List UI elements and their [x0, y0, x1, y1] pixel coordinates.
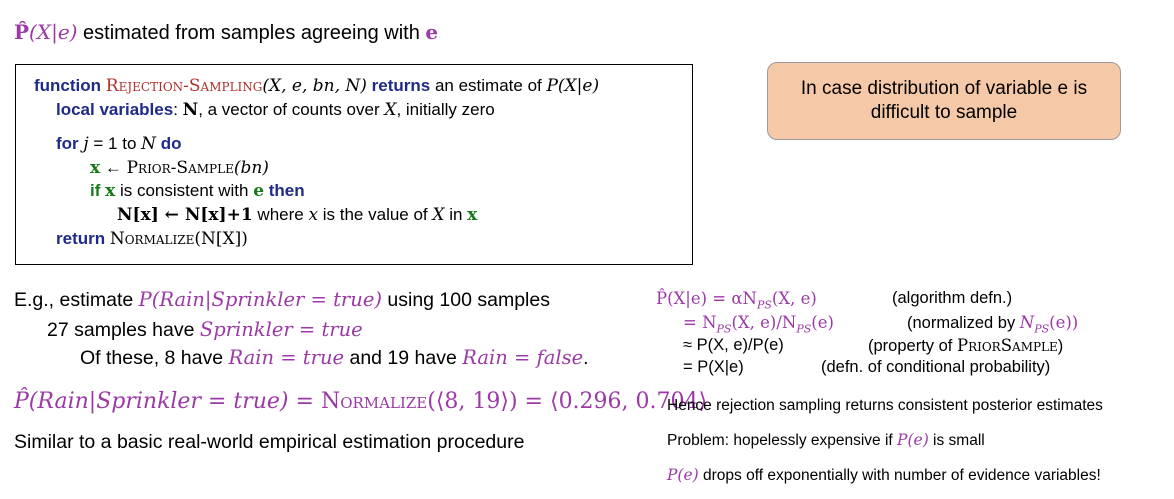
- algo-X: X: [384, 100, 397, 120]
- algo-j: j: [83, 134, 89, 154]
- algo-normalize-arg: (N[X]): [194, 229, 248, 249]
- algo-xv: x: [308, 205, 319, 225]
- algo-prior-sample-arg: (bn): [233, 158, 269, 178]
- algo-args: (X, e, bn, N): [262, 76, 367, 96]
- algo-where: where: [252, 205, 309, 224]
- algo-line-3: [56, 134, 182, 154]
- example-line-3: [80, 346, 589, 370]
- algo-line-7: [56, 229, 248, 249]
- callout-box: [767, 62, 1121, 140]
- kw-for: for: [56, 134, 84, 153]
- algo-N: N: [182, 100, 199, 120]
- problem-b: is small: [928, 432, 985, 449]
- example-line-2: [47, 318, 363, 342]
- algo-line-4: [90, 158, 269, 178]
- kw-local-variables: local variables: [56, 100, 174, 119]
- deriv-2-note-tail: (e)): [1049, 313, 1079, 332]
- deriv-2-note-m: N: [1019, 313, 1035, 332]
- kw-returns: returns: [366, 76, 435, 95]
- problem-text: [667, 431, 985, 450]
- algo-returns-p: P(X|e): [546, 76, 600, 96]
- example-line-1: [14, 288, 550, 312]
- example-rain-true: Rain = true: [228, 346, 345, 369]
- deriv-3-note-tail: ): [1057, 337, 1064, 355]
- deriv-3-note: (property of: [868, 337, 957, 355]
- algo-for-N: N: [141, 134, 156, 154]
- algo-if-text: is consistent with: [115, 181, 254, 200]
- algo-if-e: e: [253, 181, 265, 201]
- example-and-19: and 19 have: [344, 347, 463, 369]
- example-query: P(Rain|Sprinkler = true): [138, 288, 382, 311]
- heading-text: estimated from samples agreeing with: [77, 22, 426, 44]
- derivation-note-2: [907, 313, 1078, 335]
- algo-line-1: [34, 76, 599, 96]
- deriv-2-note-sub: PS: [1034, 322, 1050, 336]
- derivation-line-2: [683, 313, 834, 335]
- algo-line-6: [117, 205, 477, 225]
- algo-arrow: ←: [100, 158, 127, 177]
- algo-prior-sample: Prior-Sample: [126, 158, 234, 178]
- kw-if: if: [90, 181, 106, 200]
- deriv-1-eq: P̂(X|e) = αN: [656, 289, 757, 308]
- drops-b: drops off exponentially with number of evidence variables!: [698, 467, 1101, 484]
- drops-pe: P(e): [667, 466, 699, 484]
- deriv-2-sub: PS: [716, 322, 732, 336]
- callout-text: In case distribution of variable e is difficult to sample: [800, 78, 1088, 123]
- example-27-samples: 27 samples have: [47, 319, 200, 341]
- algo-value-X: X: [432, 205, 445, 225]
- deriv-1-tail: (X, e): [771, 289, 817, 308]
- problem-a: Problem: hopelessly expensive if: [667, 432, 898, 449]
- example-closing: Similar to a basic real-world empirical estimation procedure: [14, 431, 525, 453]
- derivation-note-4: (defn. of conditional probability): [821, 358, 1051, 376]
- algo-for-range: = 1 to: [88, 134, 142, 153]
- algo-line-5: [90, 181, 305, 201]
- result-rhs: (⟨8, 19⟩) = ⟨0.296, 0.704⟩: [427, 389, 708, 414]
- deriv-2-sub2: PS: [796, 322, 812, 336]
- derivation-line-3: ≈ P(X, e)/P(e): [683, 336, 784, 354]
- algo-in: in: [444, 205, 468, 224]
- slide-heading: [14, 20, 438, 45]
- result-normalize: Normalize: [320, 389, 428, 414]
- algo-returns-text: an estimate of: [434, 76, 547, 95]
- algo-normalize: Normalize: [109, 229, 195, 249]
- example-intro: E.g., estimate: [14, 289, 139, 311]
- kw-then: then: [264, 181, 305, 200]
- algo-local-text-2: , initially zero: [396, 100, 495, 119]
- result-lhs: P̂(Rain|Sprinkler = true): [14, 389, 289, 414]
- drops-text: [667, 466, 1101, 485]
- derivation-line-1: [656, 289, 817, 311]
- kw-return: return: [56, 229, 110, 248]
- derivation-note-1: (algorithm defn.): [892, 289, 1013, 307]
- deriv-2-mid: (X, e)/N: [731, 313, 797, 332]
- problem-pe: P(e): [897, 431, 929, 449]
- deriv-2-tail: (e): [811, 313, 834, 332]
- algo-function-name: Rejection-Sampling: [105, 76, 263, 96]
- deriv-2-note: (normalized by: [907, 314, 1020, 332]
- kw-function: function: [34, 76, 106, 95]
- deriv-1-sub: PS: [756, 298, 772, 312]
- heading-e: e: [425, 20, 439, 44]
- algo-value-of: is the value of: [318, 205, 433, 224]
- result-eq: =: [288, 389, 321, 414]
- heading-expr: (X|e): [29, 20, 78, 44]
- example-result: [14, 388, 707, 414]
- algo-line-2: [56, 100, 495, 120]
- algo-in-x: x: [467, 205, 478, 225]
- deriv-2-eq: = N: [683, 313, 717, 332]
- example-of-these: Of these, 8 have: [80, 347, 229, 369]
- heading-p-hat: P̂: [14, 20, 30, 44]
- derivation-line-4: = P(X|e): [683, 358, 744, 376]
- algo-local-text: , a vector of counts over: [198, 100, 385, 119]
- example-samples: using 100 samples: [381, 289, 550, 311]
- algo-count-update: N[x] ← N[x]+1: [117, 205, 253, 225]
- example-rain-false: Rain = false: [462, 346, 584, 369]
- algo-colon: :: [173, 100, 183, 119]
- deriv-3-prior-sample: PriorSample: [956, 336, 1058, 355]
- algorithm-box: [15, 64, 693, 265]
- algo-if-x: x: [105, 181, 116, 201]
- example-sprinkler-true: Sprinkler = true: [199, 318, 363, 341]
- derivation-note-3: [868, 336, 1063, 356]
- kw-do: do: [156, 134, 182, 153]
- hence-text: Hence rejection sampling returns consistent posterior estimates: [667, 397, 1103, 414]
- algo-x: x: [90, 158, 101, 178]
- example-period: .: [583, 347, 589, 369]
